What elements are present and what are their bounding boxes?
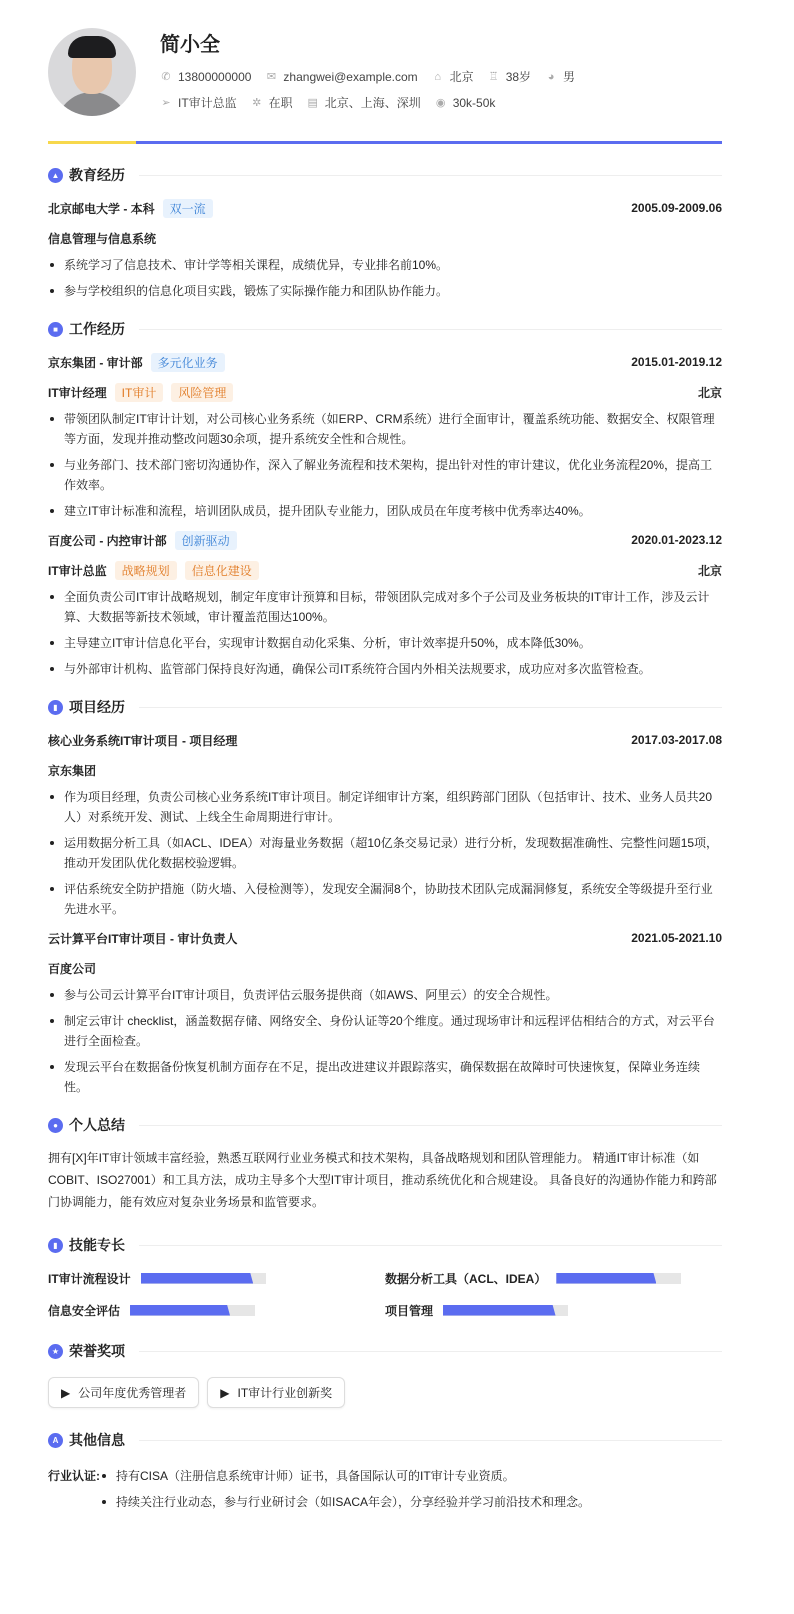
phone: 13800000000 bbox=[178, 69, 252, 84]
skill-bar bbox=[556, 1273, 681, 1284]
list-item: 与外部审计机构、监管部门保持良好沟通，确保公司IT系统符合国内外相关法规要求，成功应对多次监管检查。 bbox=[48, 659, 722, 679]
org: 百度公司 bbox=[48, 961, 97, 976]
candidate-name: 简小全 bbox=[160, 34, 220, 56]
role-row bbox=[48, 561, 722, 579]
section-title: 工作经历 bbox=[69, 321, 125, 337]
list-item: 系统学习了信息技术、审计学等相关课程，成绩优异，专业排名前10%。 bbox=[48, 255, 722, 275]
project-name: 云计算平台IT审计项目 - 审计负责人 bbox=[48, 931, 238, 946]
section-other bbox=[48, 1430, 722, 1450]
cake-icon: ♖ bbox=[488, 71, 499, 83]
project-name: 核心业务系统IT审计项目 - 项目经理 bbox=[48, 733, 238, 748]
list-item: 参与学校组织的信息化项目实践，锻炼了实际操作能力和团队协作能力。 bbox=[48, 281, 722, 301]
list-item: 持续关注行业动态，参与行业研讨会（如ISACA年会），分享经验并学习前沿技术和理念。 bbox=[100, 1492, 590, 1512]
other-bullets bbox=[100, 1466, 590, 1518]
other-info bbox=[48, 1466, 722, 1518]
status: 在职 bbox=[268, 96, 293, 110]
company: 京东集团 - 审计部 bbox=[48, 355, 143, 370]
role-tag: 信息化建设 bbox=[185, 561, 259, 580]
org: 京东集团 bbox=[48, 763, 97, 778]
briefcase-icon: ■ bbox=[48, 322, 63, 337]
skill-name: IT审计流程设计 bbox=[48, 1271, 131, 1286]
role-tag: 风险管理 bbox=[171, 383, 233, 402]
skill-name: 信息安全评估 bbox=[48, 1303, 121, 1318]
info-icon: A bbox=[48, 1433, 63, 1448]
company-tag: 多元化业务 bbox=[151, 353, 225, 372]
award-item bbox=[48, 1377, 199, 1408]
work-item bbox=[48, 353, 722, 371]
section-summary bbox=[48, 1115, 722, 1135]
phone-icon: ✆ bbox=[161, 71, 171, 83]
list-item: 参与公司云计算平台IT审计项目，负责评估云服务提供商（如AWS、阿里云）的安全合规性。 bbox=[48, 985, 722, 1005]
section-title: 个人总结 bbox=[69, 1117, 125, 1133]
location: 北京 bbox=[697, 385, 722, 400]
list-item: 发现云平台在数据备份恢复机制方面存在不足，提出改进建议并跟踪落实，确保数据在故障时可快速恢复，保障业务连续性。 bbox=[48, 1057, 722, 1097]
section-work bbox=[48, 319, 722, 339]
skill-bar-fill bbox=[130, 1305, 230, 1316]
project-bullets bbox=[48, 787, 722, 919]
list-item: 带领团队制定IT审计计划，对公司核心业务系统（如ERP、CRM系统）进行全面审计，覆盖系统功能、数据安全、权限管理等方面，发现并推动整改问题30余项，提升系统安全性和合规性。 bbox=[48, 409, 722, 449]
summary-text: 拥有[X]年IT审计领域丰富经验，熟悉互联网行业业务模式和技术架构，具备战略规划和团队管理能力。 精通IT审计标准（如COBIT、ISO27001）和工具方法，成功主导多个大型IT审计项目，推动系统优化和合规建设。 具备良好的沟通协作能力和跨部门协调能力，能有效应对复杂业务场景和监管要求。 bbox=[48, 1151, 717, 1209]
age: 38岁 bbox=[505, 70, 532, 84]
project-org bbox=[48, 761, 722, 779]
role: IT审计总监 bbox=[48, 563, 107, 578]
section-projects bbox=[48, 697, 722, 717]
skill-bar-fill bbox=[556, 1273, 656, 1284]
list-item: 作为项目经理，负责公司核心业务系统IT审计项目。制定详细审计方案，组织跨部门团队（包括审计、技术、业务人员共20人）对系统开发、测试、上线全生命周期进行审计。 bbox=[48, 787, 722, 827]
date: 2005.09-2009.06 bbox=[631, 201, 722, 215]
section-title: 技能专长 bbox=[69, 1237, 125, 1253]
role-tag: IT审计 bbox=[115, 383, 164, 402]
list-item: 全面负责公司IT审计战略规划，制定年度审计预算和目标，带领团队完成对多个子公司及业务板块的IT审计工作，涉及云计算、大数据等新技术领域，审计覆盖范围达100%。 bbox=[48, 587, 722, 627]
work-bullets bbox=[48, 409, 722, 521]
work-item bbox=[48, 531, 722, 549]
list-item: 建立IT审计标准和流程，培训团队成员，提升团队专业能力，团队成员在年度考核中优秀率达40%。 bbox=[48, 501, 722, 521]
skill-item bbox=[385, 1301, 722, 1319]
school: 北京邮电大学 - 本科 bbox=[48, 201, 155, 216]
awards-list bbox=[48, 1377, 722, 1408]
award-name: 公司年度优秀管理者 bbox=[78, 1386, 187, 1400]
skill-bar bbox=[141, 1273, 266, 1284]
mail-icon: ✉ bbox=[266, 71, 277, 83]
date: 2015.01-2019.12 bbox=[631, 355, 722, 369]
section-awards bbox=[48, 1341, 722, 1361]
company: 百度公司 - 内控审计部 bbox=[48, 533, 167, 548]
major bbox=[48, 229, 722, 247]
city: 北京 bbox=[449, 70, 474, 84]
award-name: IT审计行业创新奖 bbox=[237, 1386, 333, 1400]
list-item: 评估系统安全防护措施（防火墙、入侵检测等），发现安全漏洞8个，协助技术团队完成漏洞修复，系统安全等级提升至行业先进水平。 bbox=[48, 879, 722, 919]
location: 北京 bbox=[697, 563, 722, 578]
user-icon: ● bbox=[48, 1118, 63, 1133]
bar-chart-icon: ▮ bbox=[48, 1238, 63, 1253]
skill-item bbox=[48, 1269, 385, 1287]
skill-name: 项目管理 bbox=[385, 1303, 434, 1318]
gender: 男 bbox=[563, 70, 576, 84]
education-bullets bbox=[48, 255, 722, 301]
list-item: 持有CISA（注册信息系统审计师）证书，具备国际认可的IT审计专业资质。 bbox=[100, 1466, 590, 1486]
resume-header bbox=[48, 0, 722, 143]
avatar bbox=[48, 28, 136, 116]
contact-row bbox=[160, 68, 575, 85]
project-item bbox=[48, 929, 722, 947]
role: IT审计经理 bbox=[48, 385, 107, 400]
award-icon: ★ bbox=[48, 1344, 63, 1359]
play-icon: ▶ bbox=[61, 1385, 71, 1400]
other-label: 行业认证: bbox=[48, 1469, 100, 1483]
locations: 北京、上海、深圳 bbox=[324, 96, 421, 110]
company-tag: 创新驱动 bbox=[175, 531, 237, 550]
award-item bbox=[207, 1377, 345, 1408]
position: IT审计总监 bbox=[178, 96, 237, 110]
building-icon: ▤ bbox=[307, 97, 318, 109]
skill-bar bbox=[130, 1305, 255, 1316]
project-bullets bbox=[48, 985, 722, 1097]
list-item: 主导建立IT审计信息化平台，实现审计数据自动化采集、分析，审计效率提升50%，成本降低30%。 bbox=[48, 633, 722, 653]
gender-icon: ◕ bbox=[547, 70, 555, 83]
status-icon: ✲ bbox=[252, 97, 262, 109]
job-intent-row bbox=[160, 94, 495, 111]
major-text: 信息管理与信息系统 bbox=[48, 231, 157, 246]
skill-item bbox=[48, 1301, 385, 1319]
chart-icon: ▮ bbox=[48, 700, 63, 715]
list-item: 制定云审计 checklist，涵盖数据存储、网络安全、身份认证等20个维度。通过现场审计和远程评估相结合的方式，对云平台进行全面检查。 bbox=[48, 1011, 722, 1051]
section-title: 荣誉奖项 bbox=[69, 1343, 125, 1359]
email: zhangwei@example.com bbox=[283, 69, 418, 84]
date: 2017.03-2017.08 bbox=[631, 733, 722, 747]
play-icon: ▶ bbox=[220, 1385, 230, 1400]
date: 2021.05-2021.10 bbox=[631, 931, 722, 945]
salary: 30k-50k bbox=[452, 95, 496, 110]
section-skills bbox=[48, 1235, 722, 1255]
date: 2020.01-2023.12 bbox=[631, 533, 722, 547]
education-item bbox=[48, 199, 722, 217]
skill-name: 数据分析工具（ACL、IDEA） bbox=[385, 1271, 547, 1286]
home-icon: ⌂ bbox=[434, 70, 441, 83]
section-title: 其他信息 bbox=[69, 1432, 125, 1448]
section-title: 项目经历 bbox=[69, 699, 125, 715]
send-icon: ➢ bbox=[161, 97, 171, 109]
list-item: 运用数据分析工具（如ACL、IDEA）对海量业务数据（超10亿条交易记录）进行分析，发现数据准确性、完整性问题15项，推动开发团队优化数据校验逻辑。 bbox=[48, 833, 722, 873]
skill-item bbox=[385, 1269, 722, 1287]
section-education bbox=[48, 165, 722, 185]
project-org bbox=[48, 959, 722, 977]
header-divider bbox=[48, 141, 722, 144]
list-item: 与业务部门、技术部门密切沟通协作，深入了解业务流程和技术架构，提出针对性的审计建议，优化业务流程20%，提高工作效率。 bbox=[48, 455, 722, 495]
role-tag: 战略规划 bbox=[115, 561, 177, 580]
project-item bbox=[48, 731, 722, 749]
graduation-cap-icon: ▲ bbox=[48, 168, 63, 183]
school-tag: 双一流 bbox=[163, 199, 213, 218]
work-bullets bbox=[48, 587, 722, 679]
resume bbox=[48, 0, 722, 1518]
salary-icon: ◉ bbox=[435, 97, 446, 109]
skill-bar bbox=[443, 1305, 568, 1316]
section-title: 教育经历 bbox=[69, 167, 125, 183]
skill-bar-fill bbox=[443, 1305, 556, 1316]
skills-grid bbox=[48, 1269, 722, 1319]
skill-bar-fill bbox=[141, 1273, 254, 1284]
role-row bbox=[48, 383, 722, 401]
